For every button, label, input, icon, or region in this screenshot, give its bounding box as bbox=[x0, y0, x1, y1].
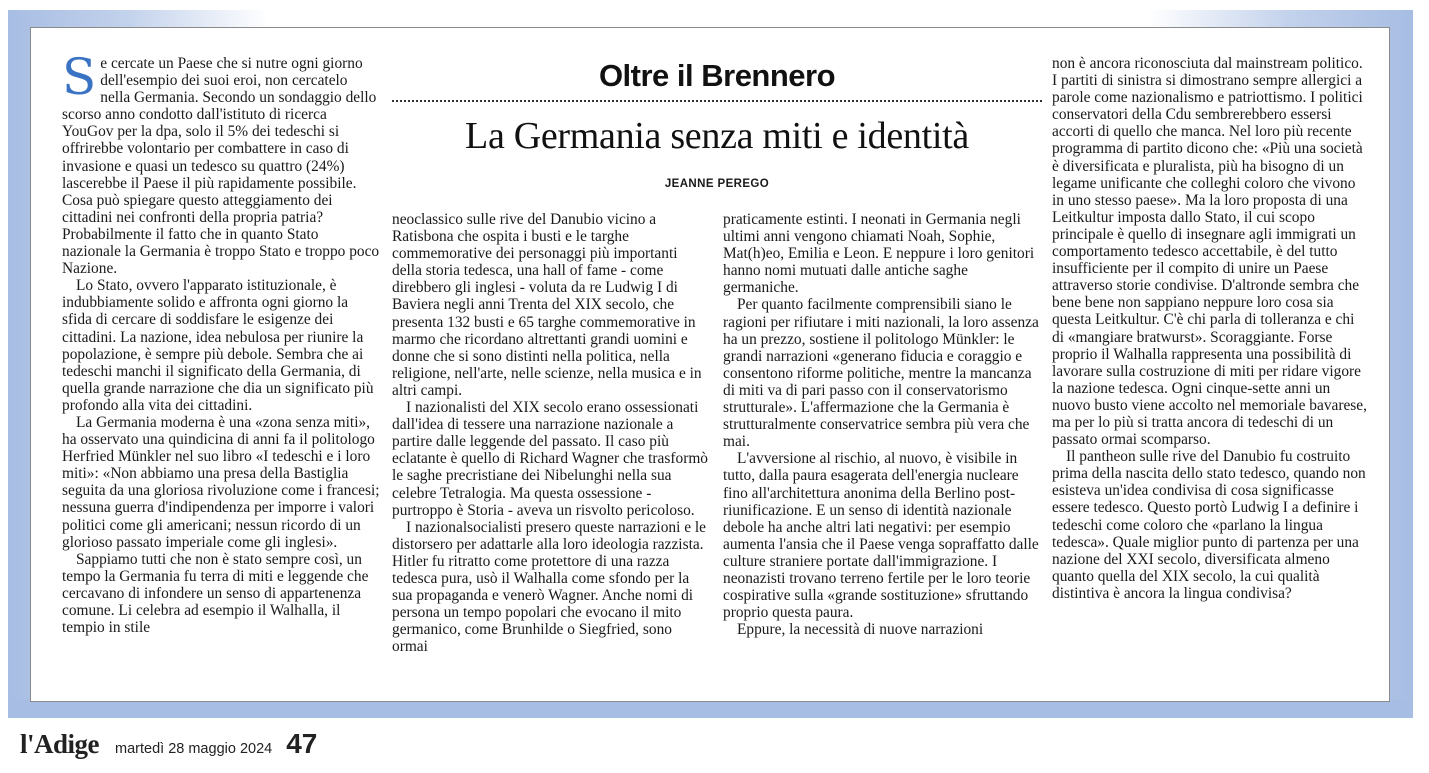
drop-cap: S bbox=[62, 48, 97, 106]
article bbox=[30, 27, 1390, 702]
paragraph: I nazionalsocialisti presero queste narrazioni e le distorsero per adattarle alla loro ideologia razzista. Hitler fu ritratto come protettore di una razza tedesca pura, usò il Walhalla come sfondo per la sua propaganda e venerò Wagner. Anche nomi di persona un tempo popolari che evocano il mito germanico, come Brunhilde o Siegfried, sono ormai bbox=[392, 518, 706, 656]
paragraph: non è ancora riconosciuta dal mainstream politico. I partiti di sinistra si dimostrano sempre allergici a parole come nazionalismo e patriottismo. I politici conservatori della Cdu sembrerebbero essersi accorti di quello che manca. Nel loro più recente programma di partito dicono che: «Più una società è diversificata e pluralista, più ha bisogno di un legame unificante che colleghi coloro che vivono in uno stesso paese». Ma la loro proposta di una Leitkultur imposta dallo Stato, il cui scopo principale è quello di insegnare agli immigrati un comportamento tedesco accettabile, è del tutto insufficiente per il compito di unire un Paese attraverso storie condivise. D'altronde sembra che bene bene non sappiano neppure loro cosa sia questa Leitkultur. C'è chi parla di tolleranza e chi di «mangiare bratwurst». Scoraggiante. Forse proprio il Walhalla rappresenta una possibilità di lavorare sulla costruzione di miti per ridare vigore la nazione tedesca. Ogni cinque-sette anni un nuovo busto viene accolto nel memoriale bavarese, ma per lo più si tratta ancora di tedeschi di un passato ormai scomparso. bbox=[1052, 55, 1367, 449]
paragraph: Se cercate un Paese che si nutre ogni giorno dell'esempio dei suoi eroi, non cercatelo nella Germania. Secondo un sondaggio dello scorso anno condotto dall'istituto di ricerca YouGov per la dpa, solo il 5% dei tedeschi si offrirebbe volontario per combattere in caso di invasione e quasi un tedesco su quattro (24%) lascerebbe il Paese il più rapidamente possibile. Cosa può spiegare questo atteggiamento dei cittadini nei confronti della propria patria? Probabilmente il fatto che in quanto Stato nazionale la Germania è troppo Stato e troppo poco Nazione. bbox=[62, 48, 380, 278]
page-number: 47 bbox=[286, 728, 318, 759]
dotted-divider bbox=[392, 100, 1042, 102]
paragraph: Sappiamo tutti che non è stato sempre così, un tempo la Germania fu terra di miti e leggende che cercavano di infondere un senso di appartenenza comune. Li celebra ad esempio il Walhalla, il tempio in stile bbox=[62, 550, 369, 637]
column-3 bbox=[723, 211, 1041, 638]
byline: JEANNE PEREGO bbox=[664, 178, 770, 190]
column-1 bbox=[62, 48, 380, 637]
paragraph: Lo Stato, ovvero l'apparato istituzionale, è indubbiamente solido e affronta ogni giorno la sfida di cercare di soddisfare le esigenze dei cittadini. La nazione, idea nebulosa per riunire la popolazione, è sempre più debole. Sembra che ai tedeschi manchi il significato della Germania, di quella grande narrazione che dia un significato più profondo alla vita dei cittadini. bbox=[62, 277, 374, 414]
paragraph: Per quanto facilmente comprensibili siano le ragioni per rifiutare i miti nazionali, la loro assenza ha un prezzo, sostiene il politologo Münkler: le grandi narrazioni «generano fiducia e coraggio e consentono riforme politiche, mentre la mancanza di miti va di pari passo con il conservatorismo strutturale». L'affermazione che la Germania è strutturalmente conservatrice sembra più vera che mai. bbox=[723, 296, 1039, 451]
paragraph: praticamente estinti. I neonati in Germania negli ultimi anni vengono chiamati Noah, Sophie, Mat(h)eo, Emilia e Leon. E neppure i loro genitori hanno nomi mutuati dalle antiche saghe germaniche. bbox=[723, 211, 1035, 297]
issue-date: martedì 28 maggio 2024 bbox=[115, 741, 273, 757]
headline: La Germania senza miti e identità bbox=[465, 115, 969, 157]
column-4 bbox=[1052, 55, 1370, 602]
page-footer bbox=[20, 728, 317, 768]
paragraph: Eppure, la necessità di nuove narrazioni bbox=[737, 621, 984, 639]
newspaper-masthead: l'Adige bbox=[20, 729, 100, 759]
column-2 bbox=[392, 211, 710, 655]
section-kicker: Oltre il Brennero bbox=[598, 58, 836, 93]
paragraph: La Germania moderna è una «zona senza miti», ha osservato una quindicina di anni fa il politologo Herfried Münkler nel suo libro «I tedeschi e i loro miti»: «Non abbiamo una presa della Bastiglia seguita da una gloriosa rivoluzione come i francesi; nessuna guerra d'indipendenza per imporre i valori politici come gli americani; nessun ricordo di un glorioso passato imperiale come gli inglesi». bbox=[62, 413, 380, 551]
paragraph: I nazionalisti del XIX secolo erano ossessionati dall'idea di tessere una narrazione nazionale a partire dalle leggende del passato. Il caso più eclatante è quello di Richard Wagner che trasformò le saghe precristiane dei Nibelunghi nella sua celebre Tetralogia. Ma questa ossessione - purtroppo è Storia - aveva un risvolto pericoloso. bbox=[392, 399, 708, 519]
paragraph: neoclassico sulle rive del Danubio vicino a Ratisbona che ospita i busti e le targhe commemorative dei personaggi più importanti della storia tedesca, una hall of fame - come direbbero gli inglesi - voluta da re Ludwig I di Baviera negli anni Trenta del XIX secolo, che presenta 132 busti e 65 targhe commemorative in marmo che ricordano altrettanti grandi uomini e donne che si sono distinti nella politica, nella religione, nell'arte, nelle scienze, nella musica e in altri campi. bbox=[392, 211, 702, 399]
paragraph: Il pantheon sulle rive del Danubio fu costruito prima della nascita dello stato tedesco, quando non esisteva un'idea condivisa di cosa significasse essere tedesco. Questo portò Ludwig I a definire i tedeschi come coloro che «parlano la lingua tedesca». Quale miglior punto di partenza per una nazione del XXI secolo, diversificata almeno quanto quella del XIX secolo, la cui qualità distintiva è ancora la lingua condivisa? bbox=[1052, 448, 1366, 602]
paragraph: L'avversione al rischio, al nuovo, è visibile in tutto, dalla paura esagerata dell'energia nucleare fino all'architettura anonima della Berlino post-riunificazione. E un senso di identità nazionale debole ha anche altri lati negativi: per esempio aumenta l'ansia che il Paese venga sopraffatto dalle culture straniere portate dall'immigrazione. I neonazisti trovano terreno fertile per le loro teorie cospirative sulla «grande sostituzione» sfruttando proprio questa paura. bbox=[723, 450, 1039, 622]
